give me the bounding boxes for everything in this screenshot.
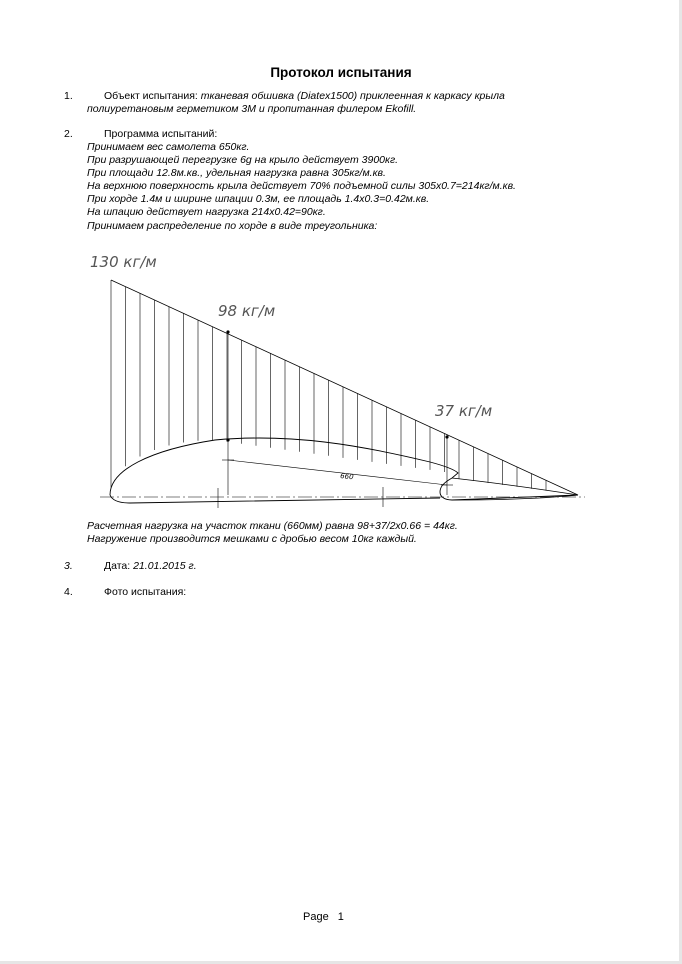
load-label-130: 130 кг/м: [90, 253, 157, 271]
wing-airfoil-upper: [110, 438, 578, 500]
document-title: Протокол испытания: [270, 65, 412, 80]
section-2-number: 2.: [64, 128, 73, 140]
dimension-line-660: [228, 460, 447, 485]
section-1-text-first: тканевая обшивка (Diatex1500) приклеенная к каркасу крыла: [200, 90, 505, 102]
program-line: На верхнюю поверхность крыла действует 70% подъемной силы 305x0.7=214кг/м.кв.: [87, 180, 516, 192]
spar-point-front: [226, 438, 229, 441]
load-label-37: 37 кг/м: [435, 402, 493, 420]
page-footer: [303, 911, 344, 923]
program-line: При площади 12.8м.кв., удельная нагрузка равна 305кг/м.кв.: [87, 167, 386, 179]
load-hatching: [111, 280, 546, 491]
program-line: При хорде 1.4м и ширине шпации 0.3м, ее площадь 1.4x0.3=0.42м.кв.: [87, 193, 430, 205]
wing-airfoil-lower: [110, 495, 440, 503]
section-1-number: 1.: [64, 90, 73, 102]
page-label: Page: [303, 911, 329, 923]
section-2-label: Программа испытаний:: [104, 128, 218, 140]
load-point-37: [445, 435, 448, 438]
calc-line: Нагружение производится мешками с дробью весом 10кг каждый.: [87, 533, 417, 545]
load-label-98: 98 кг/м: [218, 302, 276, 320]
load-point-98: [226, 330, 229, 333]
load-triangle-hypotenuse: [111, 280, 578, 495]
section-3-number: 3.: [64, 560, 73, 572]
section-1-label: Объект испытания:: [104, 90, 198, 102]
section-4-label: Фото испытания:: [104, 586, 187, 598]
section-4-number: 4.: [64, 586, 73, 598]
page-number: 1: [337, 911, 344, 923]
calc-line: Расчетная нагрузка на участок ткани (660мм) равна 98+37/2x0.66 = 44кг.: [87, 520, 458, 532]
section-3-label: Дата:: [104, 560, 131, 572]
program-line: Принимаем вес самолета 650кг.: [87, 141, 250, 153]
program-line: Принимаем распределение по хорде в виде треугольника:: [87, 220, 378, 232]
program-line: При разрушающей перегрузке 6g на крыло действует 3900кг.: [87, 154, 399, 166]
section-3-line: [104, 560, 197, 573]
program-line: На шпацию действует нагрузка 214x0.42=90кг.: [87, 206, 326, 218]
section-1-text-second: полиуретановым герметиком 3М и пропитанная филером Ekofill.: [87, 103, 417, 115]
dimension-label-660: 660: [339, 472, 354, 482]
test-date: 21.01.2015 г.: [133, 560, 197, 572]
